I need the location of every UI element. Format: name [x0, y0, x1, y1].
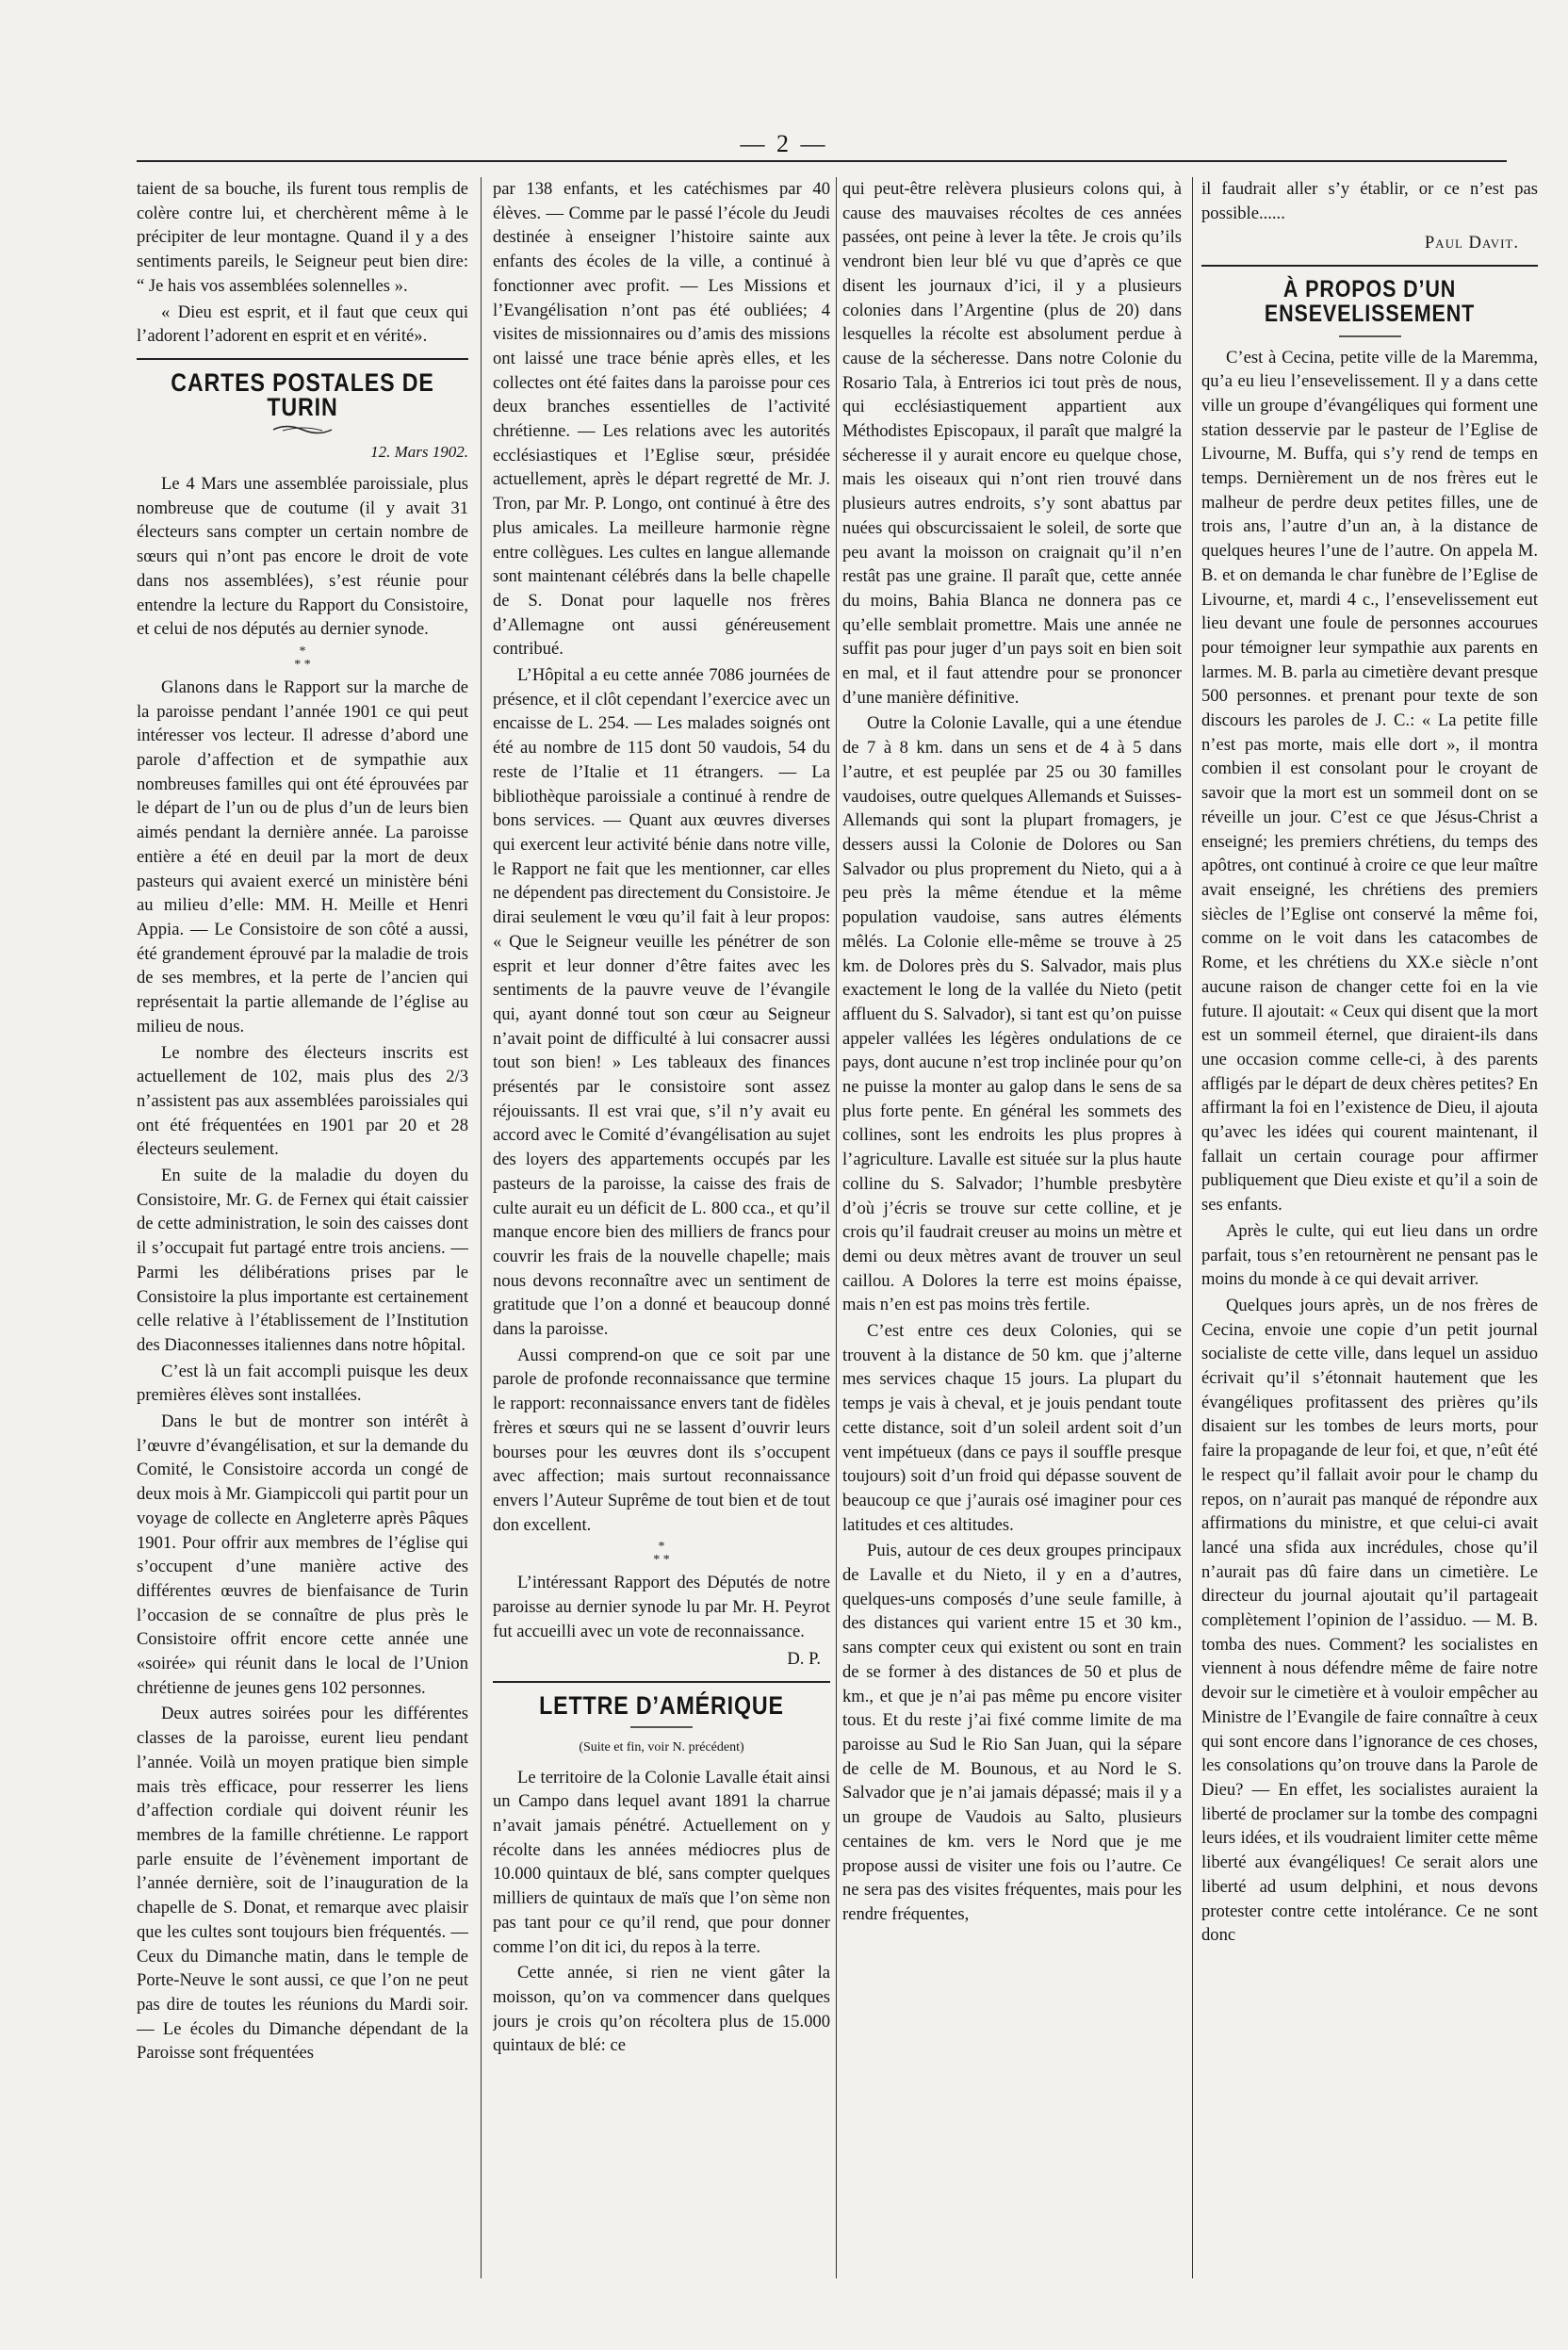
column-1: [137, 177, 468, 2350]
continuation-note: (Suite et fin, voir N. précédent): [579, 1739, 744, 1754]
author-signature: Paul Davit.: [1424, 233, 1519, 253]
paragraph: Glanons dans le Rapport sur la marche de la paroisse pendant l’année 1901 ce qui peut intéresser vos lecteur. Il adresse d’abord une parole d’affection et de sympathie aux nombreuses familles qui ont été éprouvées par le départ de l’un ou de plus d’un de leurs bien aimés pendant la dernière année. La paroisse entière a été en deuil par la mort de deux pasteurs qui avaient exercé un ministère béni au milieu d’elle: MM. H. Meille et Henri Appia. — Le Consistoire de son côté a aussi, été grandement éprouvé par la maladie de trois de ses membres, et la perte de l’ancien qui représentait la partie allemande de l’église au milieu de nous.: [137, 677, 468, 1036]
paragraph: Deux autres soirées pour les différentes classes de la paroisse, eurent lieu pendant l’année. Voilà un moyen pratique bien simple mais très efficace, pour resserrer les liens d’affection cordiale qui doivent réunir les membres de la famille chrétienne. Le rapport parle ensuite de l’évènement important de l’année dernière, soit de l’inauguration de la chapelle de S. Donat, et remarque avec plaisir que les cultes sont toujours bien fréquentés. — Ceux du Dimanche matin, dans le temple de Porte-Neuve le sont aussi, ce que l’on ne peut pas dire de toutes les réunions du Mardi soir. — Le écoles du Dimanche dépendant de la Paroisse sont fréquentées: [137, 1704, 468, 2064]
page-number: — 2 —: [740, 130, 828, 157]
column-3: [842, 177, 1182, 2350]
paragraph: Outre la Colonie Lavalle, qui a une étendue de 7 à 8 km. dans un sens et de 4 à 5 dans l’autre, et est peuplée par 25 ou 30 familles vaudoises, outre quelques Allemands et Suisses-Allemands qui sont la plupart fromagers, je dessers aussi la Colonie de Dolores ou San Salvador ou plus proprement du Nieto, qui a à peu près la même étendue et la même population vaudoise, sans autres éléments mêlés. La Colonie elle-même se trouve à 25 km. de Dolores près du S. Salvador, mais plus exactement le long de la vallée du Nieto (petit affluent du S. Salvador), si tant est qu’on puisse appeler vallées les légères ondulations de ce pays, dont aucune n’est trop inclinée pour qu’on ne puisse la monter au galop dans le sens de sa plus forte pente. En général les sommets des collines, sont les endroits les plus propres à l’agriculture. Lavalle est située sur la plus haute colline du S. Salvador; l’humble presbytère d’où j’écris se trouve sur cette colline, et je crois qu’il faudrait creuser au moins un mètre et demi ou deux mètres avant de trouver un seul caillou. A Dolores la terre est moins épaisse, mais n’en est pas moins très fertile.: [842, 713, 1182, 1315]
dateline: 12. Mars 1902.: [370, 443, 468, 462]
section-rule: [137, 358, 468, 360]
article-title: CARTES POSTALES DE TURIN: [171, 367, 434, 421]
paragraph: Cette année, si rien ne vient gâter la moisson, qu’on va commencer dans quelques jours je crois qu’on récoltera plus de 15.000 quintaux de blé: ce: [493, 1963, 830, 2056]
paragraph: Quelques jours après, un de nos frères de Cecina, envoie une copie d’un petit journal socialiste de cette ville, dans lequel un assiduo écrivait qu’il s’étonnait hautement que les évangéliques profitassent des prières qu’ils disaient sur les tombes de leurs morts, pour faire la propagande de leur foi, et que, n’eût été le respect qu’il fallait avoir pour le champ du repos, on n’aurait pas manqué de répondre aux affirmations du ministre, et que celui-ci avait lancé una sfida aux incrédules, chose qu’il n’aurait pas dû faire dans un cimetière. Le directeur du journal ajoutait qu’il partageait complètement l’opinion de l’assiduo. — M. B. tomba des nues. Comment? les socialistes en viennent à nous défendre même de faire notre devoir sur le cimetière et à vouloir empêcher au Ministre de l’Evangile de faire connaître à ceux qui sont encore dans l’ignorance de ces choses, les consolations qu’on trouve dans la Parole de Dieu? — En effet, les socialistes auraient la liberté de proclamer sur la tombe des compagni leurs idées, et ils voudraient limiter cette même liberté aux évangéliques! Ce serait alors une liberté ad usum delphini, et nous devons protester contre cette intolérance. Ce ne sont donc: [1201, 1295, 1538, 1946]
paragraph: Aussi comprend-on que ce soit par une parole de profonde reconnaissance que termine le rapport: reconnaissance envers tant de fidèles frères et sœurs qui ne se lassent d’ouvrir leurs bourses pour les œuvres dont ils s’occupent avec affection; mais surtout reconnaissance envers l’Auteur Suprême de tout bien et de tout don excellent.: [493, 1345, 830, 1535]
column-4: [1201, 177, 1538, 2350]
column-divider: [481, 177, 482, 2278]
column-divider: [836, 177, 837, 2278]
paragraph: L’intéressant Rapport des Députés de notre paroisse au dernier synode lu par Mr. H. Peyrot fut accueilli avec un vote de reconnaissance.: [493, 1573, 830, 1641]
paragraph: C’est à Cecina, petite ville de la Maremma, qu’a eu lieu l’ensevelissement. Il y a dans cette ville un groupe d’évangéliques qui forment une station desservie par le pasteur de l’Eglise de Livourne, M. Buffa, qui s’y rend de temps en temps. Dernièrement un de nos frères eut le malheur de perdre deux petites filles, une de trois ans, l’autre d’un an, à la distance de quelques heures l’une de l’autre. On appela M. B. et on demanda le char funèbre de l’Eglise de Livourne, et, mardi 4 c., l’ensevelissement eut lieu devant une foule de personnes accourues pour témoigner leur sympathie aux parents en larmes. M. B. parla au cimetière devant presque 500 personnes. et prenant pour texte de son discours les paroles de J. C.: « La petite fille n’est pas morte, mais elle dort », il montra combien il est consolant pour le croyant de savoir que la mort est un sommeil dont on se réveille un jour. C’est ce que Jésus-Christ a enseigné; les premiers chrétiens, du temps des apôtres, ont continué à croire ce que leur maître avait enseigné, les chrétiens des premiers siècles de l’Eglise ont conservé la même foi, comme on le voit dans les catacombes de Rome, et les chrétiens du XX.e siècle n’ont aucune raison de changer cette foi en la vie future. Il ajoutait: « Ceux qui disent que la mort est un sommeil éternel, que diraient-ils dans une occasion comme celle-ci, à des parents affligés par le départ de deux chères petites? En affirmant la foi en l’existence de Dieu, il ajouta qu’avec les idées qui courent maintenant, il fallait un certain courage pour affirmer publiquement que Dieu existe et qu’il a soin de ses enfants.: [1201, 347, 1538, 1216]
paragraph: Le territoire de la Colonie Lavalle était ainsi un Campo dans lequel avant 1891 la charrue n’avait jamais pénétré. Actuellement on y récolte dans les années médiocres plus de 10.000 quintaux de blé, sans compter quelques milliers de quintaux de maïs que l’on sème non pas tant pour ce qu’il rend, que pour donner comme l’on dit ici, du repos à la terre.: [493, 1767, 830, 1957]
paragraph: L’Hôpital a eu cette année 7086 journées de présence, et il clôt cependant l’exercice avec un encaisse de L. 254. — Les malades soignés ont été au nombre de 115 dont 50 vaudois, 54 du reste de l’Italie et 11 étrangers. — La bibliothèque paroissiale a continué à rendre de bons services. — Quant aux œuvres diverses qui exercent leur activité bénie dans notre ville, le Rapport ne fait que les mentionner, car elles ne dépendent pas directement du Consistoire. Je dirai seulement le vœu qu’il fait à leur propos: « Que le Seigneur veuille les pénétrer de son esprit et leur donner d’être faites avec les sentiments de la pauvre veuve de l’évangile qui, ayant donné tout son cœur au Seigneur n’avait point de difficulté à lui consacrer aussi tout son bien! » Les tableaux des finances présentés par le consistoire sont assez réjouissants. Il est vrai que, s’il n’y avait eu accord avec le Comité d’évangélisation au sujet des loyers des appartements occupés par les pasteurs de la paroisse, la caisse des frais de culte aurait eu un déficit de L. 800 cca., et qu’il manque encore bien des milliers de francs pour couvrir les frais de la nouvelle chapelle; mais nous devons reconnaître avec un sentiment de gratitude que l’on a donné et beaucoup donné dans la paroisse.: [493, 665, 830, 1340]
paragraph: taient de sa bouche, ils furent tous remplis de colère contre lui, et cherchèrent même à le précipiter de leur montagne. Quand il y a des sentiments pareils, le Seigneur peut bien dire: “ Je hais vos assemblées solennelles ».: [137, 179, 468, 296]
header-rule: [137, 160, 1507, 162]
flourish-ornament: [270, 423, 335, 436]
paragraph: qui peut-être relèvera plusieurs colons qui, à cause des mauvaises récoltes de ces années passées, ont peine à lever la tête. Je crois qu’ils vendront bien leur blé vu que d’après ce que disent les journaux d’ici, il y a plusieurs colonies dans l’Argentine (plus de 20) dans lesquelles la récolte est absolument perdue à cause de la sécheresse. Dans notre Colonie du Rosario Tala, à Entrerios ici tout près de nous, qui ecclésiastiquement appartient aux Méthodistes Episcopaux, il paraît que malgré la sécheresse il y aurait encore eu quelque chose, mais les oiseaux qui n’ont rien trouvé dans plusieurs autres endroits, s’y sont abattus par nuées qui obscurcissaient le soleil, de sorte que peu avant la moisson on craignait qu’il n’en restât pas une graine. Il paraît que, cette année du moins, Bahia Blanca ne donnera pas ce qu’elle semblait promettre. Mais une année ne suffit pas pour juger d’un pays soit en bien soit en mal, et il faut attendre pour se prononcer d’une manière définitive.: [842, 179, 1182, 708]
paragraph: par 138 enfants, et les catéchismes par 40 élèves. — Comme par le passé l’école du Jeudi destinée à enseigner l’histoire sainte aux enfants des écoles de la ville, a continué à fonctionner avec profit. — Les Missions et l’Evangélisation n’ont pas été oubliées; 4 visites de missionnaires ou d’amis des missions ont laissé une trace bénie après elles, et les collectes ont été faites dans la paroisse pour ces deux branches essentielles de l’activité chrétienne. — Les relations avec les autorités ecclésiastiques et l’Eglise sœur, présidée actuellement, après le départ regretté de Mr. J. Tron, par Mr. P. Longo, ont continué à être des plus amicales. La meilleure harmonie règne entre collègues. Les cultes en langue allemande sont maintenant célébrés dans la belle chapelle de S. Donat pour laquelle nos frères d’Allemagne ont aussi généreusement contribué.: [493, 179, 830, 660]
paragraph: Puis, autour de ces deux groupes principaux de Lavalle et du Nieto, il y en a d’autres, quelques-uns composés d’une seule famille, à des distances qui varient entre 15 et 30 km., sans compter ceux qui existent ou sont en train de se former à des distances de 50 et plus de km., et que je n’ai pas même pu encore visiter tous. Et du reste j’ai fixé comme limite de ma paroisse au Sud le Rio San Juan, qui la sépare de celle de M. Bounous, et au Nord le S. Salvador que je n’ai jamais dépassé; mais il y a un groupe de Vaudois au Salto, plusieurs centaines de km. vers le Nord que je me propose aussi de visiter une fois ou l’autre. Ce ne sera pas des visites fréquentes, mais pour les rendre fréquentes,: [842, 1541, 1182, 1924]
paragraph: Dans le but de montrer son intérêt à l’œuvre d’évangélisation, et sur la demande du Comité, le Consistoire accorda un congé de deux mois à Mr. Giampiccoli qui partit pour un voyage de collecte en Angleterre après Pâques 1901. Pour offrir aux membres de l’église qui s’occupent d’une manière active des différentes œuvres de bienfaisance de Turin l’occasion de se connaître de plus près le Consistoire offrit encore cette année une «soirée» qui réunit dans le local de l’Union chrétienne de jeunes gens 102 personnes.: [137, 1412, 468, 1698]
paragraph: C’est là un fait accompli puisque les deux premières élèves sont installées.: [137, 1361, 468, 1406]
asterism-ornament: * * *: [294, 644, 311, 672]
asterism-ornament: * * *: [653, 1540, 670, 1568]
paragraph: Le nombre des électeurs inscrits est actuellement de 102, mais plus des 2/3 n’assistent pas aux assemblées paroissiales qui ont été fréquentées en 1901 par 20 et 28 électeurs seulement.: [137, 1042, 468, 1160]
paragraph: il faudrait aller s’y établir, or ce n’est pas possible......: [1201, 179, 1538, 223]
paragraph: Après le culte, qui eut lieu dans un ordre parfait, tous s’en retournèrent ne pensant pas le moins du monde à ce qui devait arriver.: [1201, 1220, 1538, 1290]
paragraph: C’est entre ces deux Colonies, qui se trouvent à la distance de 50 km. que j’alterne mes services chaque 15 jours. La plupart du temps je vais à cheval, et je jouis pendant toute cette distance, soit d’un soleil ardent soit d’un vent impétueux (dans ce pays il souffle presque toujours) soit d’un froid qui dépasse souvent de beaucoup ce que j’aurais osé imaginer pour ces latitudes et ces altitudes.: [842, 1321, 1182, 1535]
section-rule: [493, 1681, 830, 1683]
article-title: À PROPOS D’UN ENSEVELISSEMENT: [1264, 276, 1476, 327]
column-divider: [1192, 177, 1193, 2278]
article-title: LETTRE D’AMÉRIQUE: [539, 1691, 784, 1721]
paragraph: Le 4 Mars une assemblée paroissiale, plus nombreuse que de coutume (il y avait 31 électeurs sans compter un certain nombre de sœurs qui n’ont pas encore le droit de vote dans nos assemblées), s’est réunie pour entendre la lecture du Rapport du Consistoire, et celui de nos députés au dernier synode.: [137, 474, 468, 640]
title-underline-ornament: [629, 1722, 694, 1732]
author-initials: D. P.: [787, 1649, 821, 1670]
column-2: [493, 177, 830, 2350]
section-rule: [1201, 265, 1538, 267]
paragraph: « Dieu est esprit, et il faut que ceux qui l’adorent l’adorent en esprit et en vérité».: [137, 302, 468, 347]
title-underline-ornament: [1337, 331, 1403, 342]
paragraph: En suite de la maladie du doyen du Consistoire, Mr. G. de Fernex qui était caissier de cette administration, le soin des caisses dont il s’occupait fut partagé entre trois anciens. — Parmi les délibérations prises par le Consistoire la plus importante est certainement celle relative à l’établissement de l’Institution des Diaconnesses italiennes dans notre hôpital.: [137, 1166, 468, 1355]
